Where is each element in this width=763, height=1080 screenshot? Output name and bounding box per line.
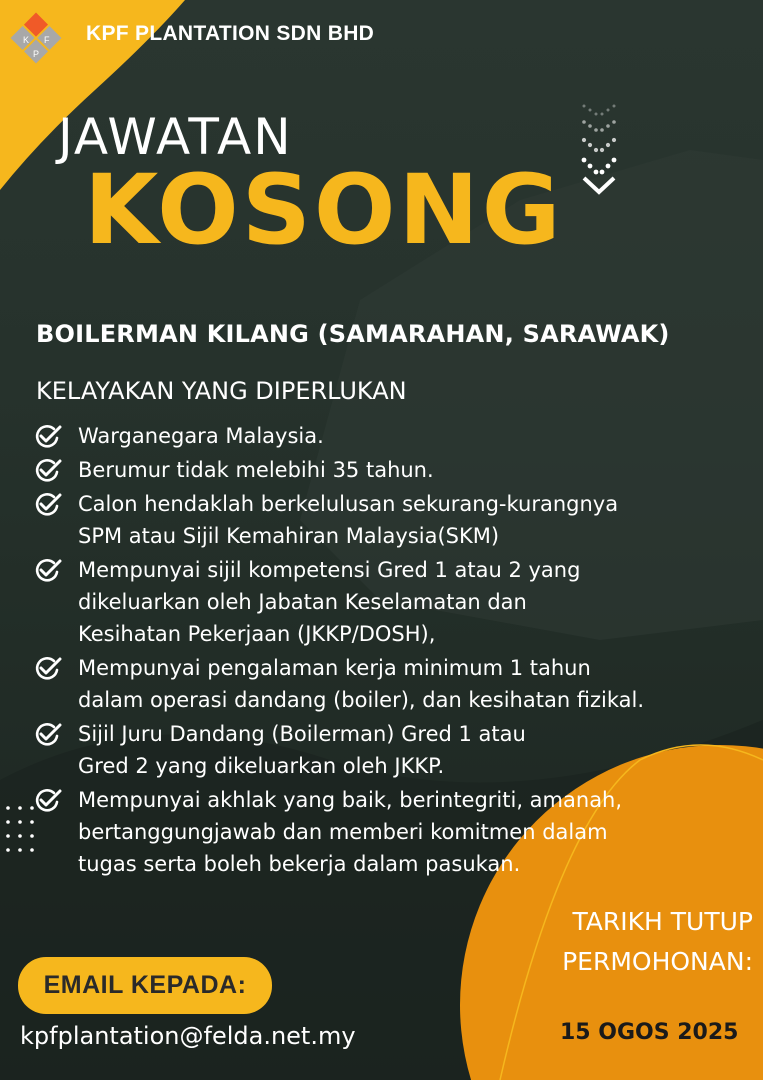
check-circle-icon [34,492,62,518]
company-logo [8,10,64,66]
qualification-text-line: Gred 2 yang dikeluarkan oleh JKKP. [78,754,445,778]
closing-label-line-1: TARIKH TUTUP [572,907,753,936]
qualification-text-line: Kesihatan Pekerjaan (JKKP/DOSH), [78,622,436,646]
qualification-item [34,784,754,880]
qualification-text-line: Calon hendaklah berkelulusan sekurang-kurangnya [78,492,619,516]
qualifications-heading: KELAYAKAN YANG DIPERLUKAN [36,377,407,405]
qualification-text-line: tugas serta boleh bekerja dalam pasukan. [78,852,521,876]
qualification-text-line: dalam operasi dandang (boiler), dan kesihatan fizikal. [78,688,645,712]
closing-date: 15 OGOS 2025 [560,1020,739,1045]
qualification-text-line: Mempunyai sijil kompetensi Gred 1 atau 2 yang [78,558,581,582]
qualification-text-line: Warganegara Malaysia. [78,424,324,448]
email-label-badge [18,957,272,1014]
dot-grid-decoration [4,804,44,854]
email-label: EMAIL KEPADA: [43,971,247,999]
qualification-item [34,454,754,486]
logo-letter-p: P [33,49,40,59]
qualification-text-line: Mempunyai pengalaman kerja minimum 1 tahun [78,656,591,680]
company-name: KPF PLANTATION SDN BHD [86,22,375,45]
qualification-text-line: bertanggungjawab dan memberi komitmen dalam [78,820,608,844]
qualification-text-line: Sijil Juru Dandang (Boilerman) Gred 1 atau [78,722,526,746]
closing-date-label [513,902,753,982]
closing-label-line-2: PERMOHONAN: [562,947,753,976]
qualification-item [34,652,754,716]
qualification-item [34,718,754,782]
check-circle-icon [34,558,62,584]
qualification-text-line: dikeluarkan oleh Jabatan Keselamatan dan [78,590,527,614]
check-circle-icon [34,424,62,450]
headline-jawatan: JAWATAN [58,108,293,166]
qualification-text-line: Mempunyai akhlak yang baik, berintegriti, amanah, [78,788,623,812]
check-circle-icon [34,656,62,682]
qualification-item [34,420,754,452]
headline-kosong: KOSONG [84,154,564,266]
logo-letter-k: K [23,35,30,45]
chevron-arrows-icon [580,100,620,196]
qualification-text-line: SPM atau Sijil Kemahiran Malaysia(SKM) [78,524,500,548]
check-circle-icon [34,722,62,748]
job-title: BOILERMAN KILANG (SAMARAHAN, SARAWAK) [36,320,670,348]
qualification-item [34,488,754,552]
logo-letter-f: F [44,35,50,45]
qualification-text-line: Berumur tidak melebihi 35 tahun. [78,458,434,482]
qualification-item [34,554,754,650]
qualifications-list [34,420,754,882]
email-address-link[interactable]: kpfplantation@felda.net.my [20,1022,356,1050]
check-circle-icon [34,458,62,484]
